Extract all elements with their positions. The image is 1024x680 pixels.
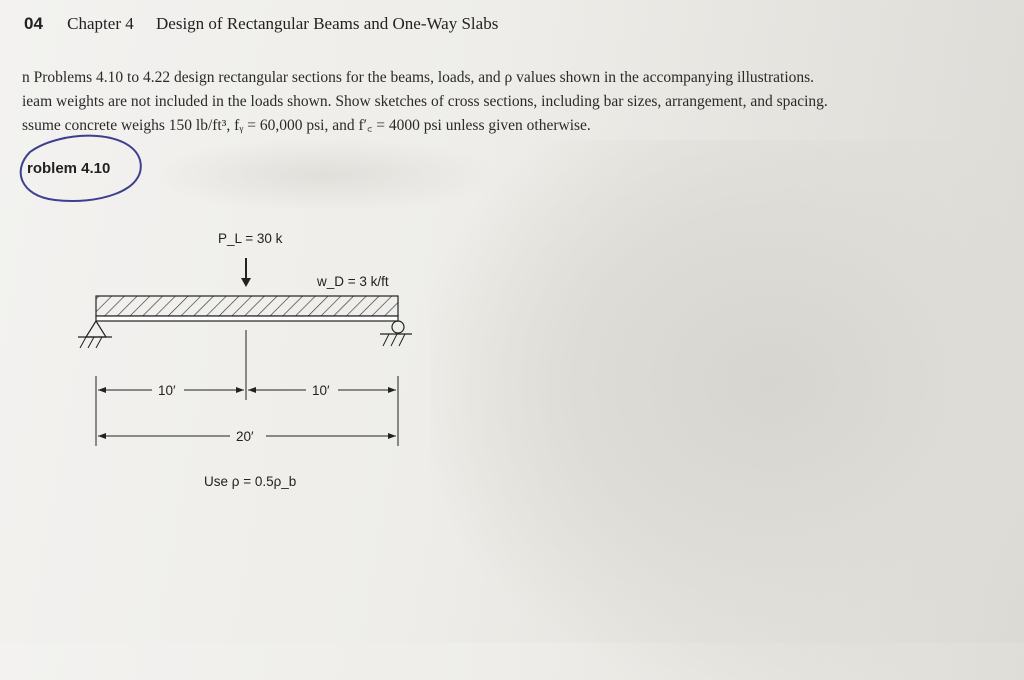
dist-load-label: w_D = 3 k/ft bbox=[317, 274, 389, 289]
roller-support-icon bbox=[380, 321, 412, 346]
pen-circle bbox=[21, 136, 141, 201]
chapter-title: Design of Rectangular Beams and One-Way Slabs bbox=[156, 14, 499, 33]
dimension-right-label: 10′ bbox=[312, 383, 330, 398]
problem-label: roblem 4.10 bbox=[27, 160, 111, 177]
pin-support-icon bbox=[78, 321, 112, 348]
instructions-line-1: n Problems 4.10 to 4.22 design rectangular sections for the beams, loads, and ρ values shown in the accompanying illustrations. bbox=[22, 69, 815, 86]
rho-note: Use ρ = 0.5ρ_b bbox=[204, 474, 297, 489]
instructions-line-3: ssume concrete weighs 150 lb/ft³, fᵧ = 60,000 psi, and f′꜀ = 4000 psi unless given otherwise. bbox=[22, 117, 591, 134]
instructions-line-2: ieam weights are not included in the loads shown. Show sketches of cross sections, including bar sizes, arrangement, and spacing. bbox=[22, 93, 828, 110]
dimension-total-label: 20′ bbox=[236, 429, 254, 444]
point-load-label: P_L = 30 k bbox=[218, 231, 283, 246]
page-number: 04 bbox=[24, 14, 43, 33]
dimension-left-label: 10′ bbox=[158, 383, 176, 398]
beam bbox=[96, 316, 398, 321]
arrow-head-icon bbox=[241, 278, 251, 287]
distributed-load-block bbox=[96, 296, 398, 316]
chapter-label: Chapter 4 bbox=[67, 14, 134, 33]
